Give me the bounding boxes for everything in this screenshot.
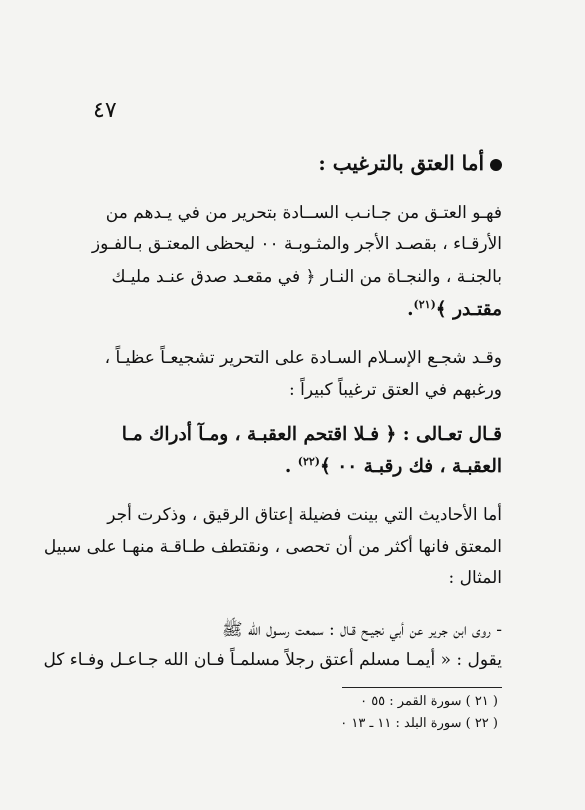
text-line <box>407 298 502 321</box>
text-line: أما الأحاديث التي بينت فضيلة إعتاق الرقيق ، وذكرت أجر <box>107 505 502 525</box>
punct: . <box>284 456 298 478</box>
heading-text: أما العتق بالترغيب : <box>318 151 484 175</box>
text-line: بالجنـة ، والنجـاة من النـار ﴿ في مقعـد صدق عنـد مليـك <box>111 267 502 287</box>
footnote-ref: (٢١) <box>413 298 436 311</box>
text-line-body: مقتـدر ﴾ <box>435 299 502 321</box>
text-line: يقول : « أيمـا مسلم أعتق رجلاً مسلمـاً فـان الله جـاعـل وفـاء كل <box>43 650 502 670</box>
text-line: - روى ابن جرير عن أبي نجيـح قـال : سمعت رسـول الله ﷺ <box>222 620 502 640</box>
footnote-divider <box>342 687 502 688</box>
page-number: ٤٧ <box>93 98 117 123</box>
text-line: ورغبهم في العتق ترغيباً كبيراً : <box>289 380 502 400</box>
bullet-icon <box>490 159 502 171</box>
footnote-ref: (٢٢) <box>297 455 320 468</box>
text-line: وقـد شجـع الإسـلام السـادة على التحرير تشجيعـاً عظيـاً ، <box>104 348 502 368</box>
punct: . <box>407 299 414 321</box>
text-line: قـال تعـالى : ﴿ فـلا اقتحم العقبـة ، ومـآ أدراك مـا <box>121 424 502 445</box>
text-line <box>285 455 502 478</box>
text-line: الأرقـاء ، بقصـد الأجر والمثـوبـة ٠٠ ليحظى المعتـق بـالفـوز <box>91 234 502 254</box>
text-line: المعتق فانها أكثر من أن تحصى ، ونقتطف طـاقـة منهـا على سبيل <box>43 537 502 557</box>
footnote: ( ٢٢ ) سورة البلد : ١١ ـ ١٣ ٠ <box>340 716 498 731</box>
text-line: فهـو العتـق من جـانـب الســادة بتحرير من في يـدهم من <box>105 203 502 223</box>
section-heading <box>318 151 502 175</box>
text-line: المثال : <box>448 568 502 588</box>
text-line-body: العقبـة ، فك رقبـة ٠٠ ﴾ <box>319 456 502 478</box>
footnote: ( ٢١ ) سورة القمر : ٥٥ ٠ <box>360 694 498 709</box>
